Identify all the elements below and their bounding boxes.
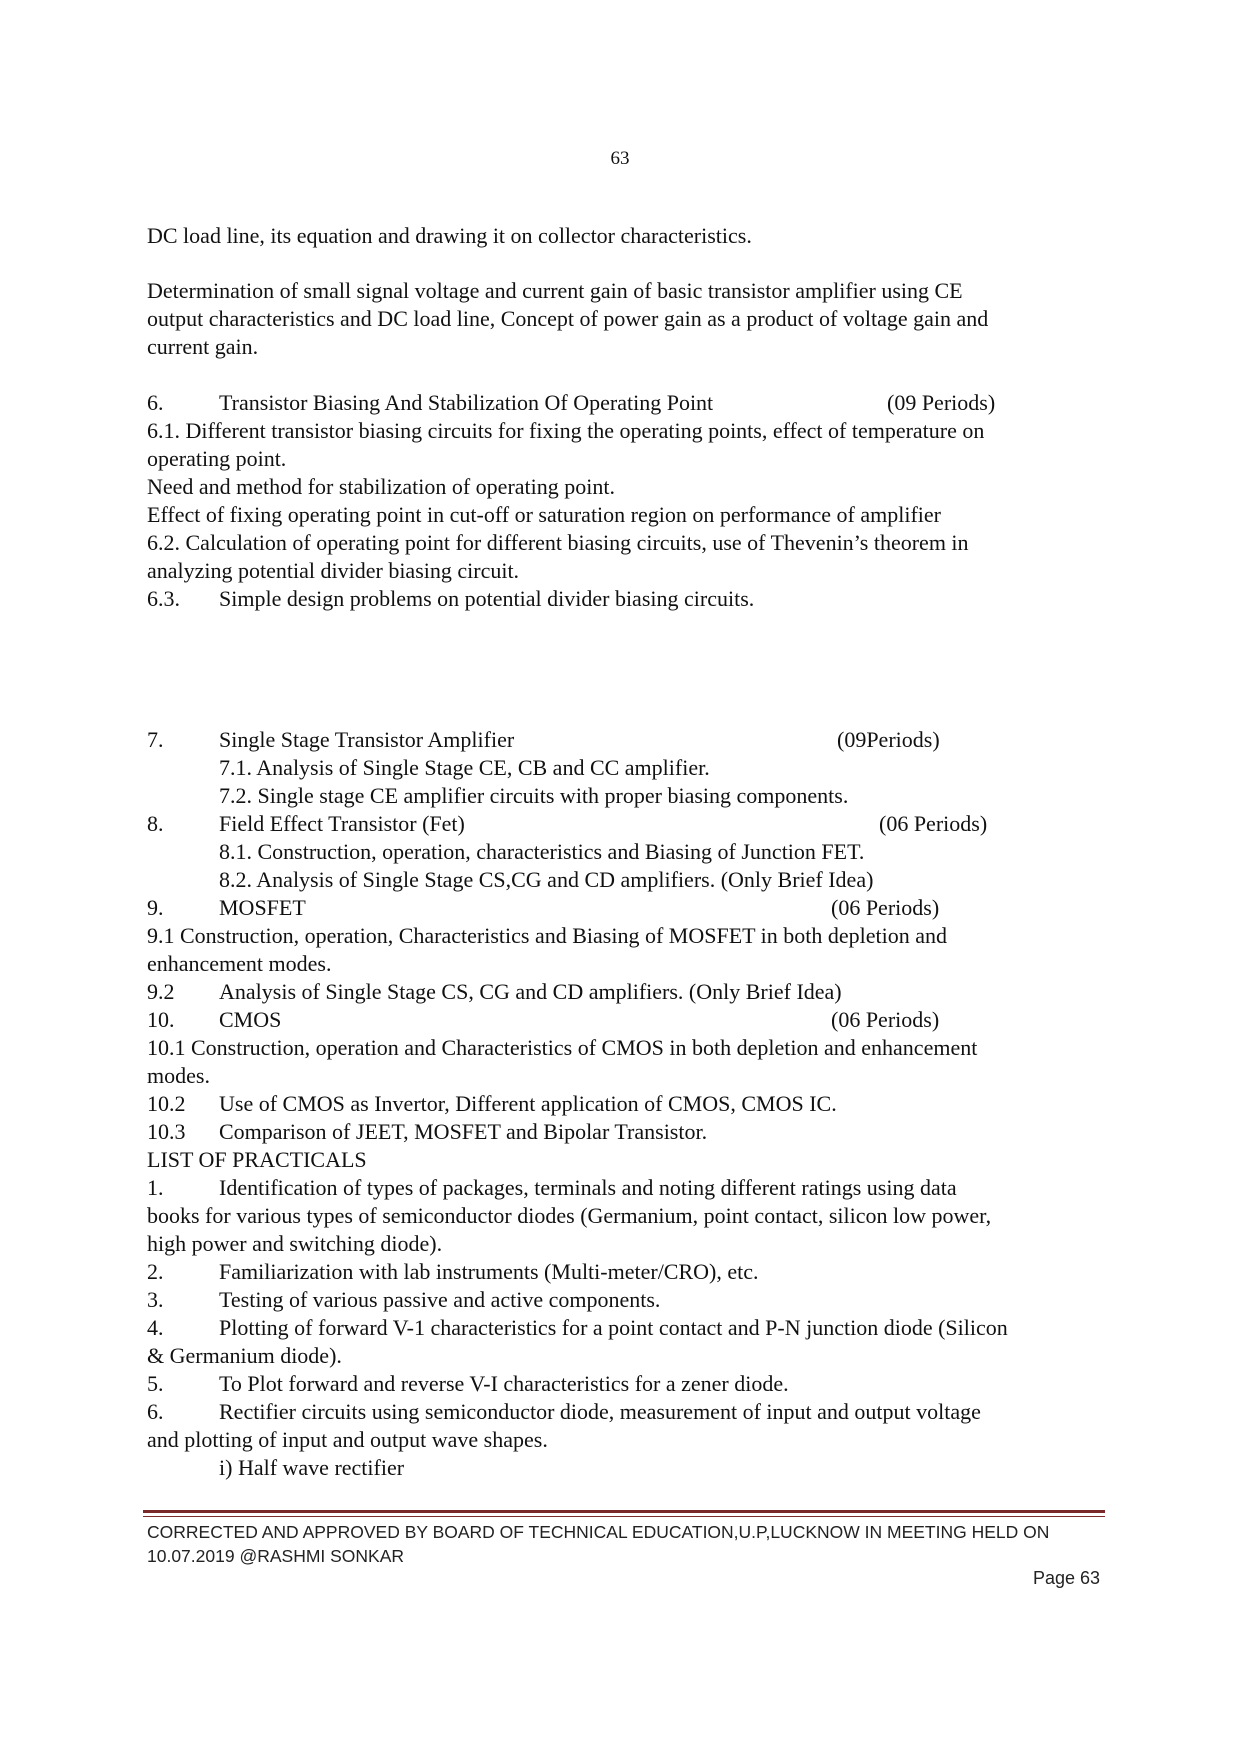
section-number: 10. xyxy=(147,1007,175,1032)
section-periods: (09 Periods) xyxy=(887,390,996,415)
section-8-heading xyxy=(147,810,1097,838)
section-6-line-6: analyzing potential divider biasing circuit. xyxy=(147,558,520,583)
intro-paragraph-1: DC load line, its equation and drawing it on collector characteristics. xyxy=(147,223,752,248)
section-title: Field Effect Transistor (Fet) xyxy=(219,811,465,836)
practical-text: Rectifier circuits using semiconductor diode, measurement of input and output voltage xyxy=(219,1399,981,1424)
section-10-item-1-line-1: 10.1 Construction, operation and Characteristics of CMOS in both depletion and enhancement xyxy=(147,1035,978,1060)
practical-text: To Plot forward and reverse V-I characteristics for a zener diode. xyxy=(219,1371,789,1396)
practical-number: 1. xyxy=(147,1175,164,1200)
section-9-item-1-line-1: 9.1 Construction, operation, Characteristics and Biasing of MOSFET in both depletion and xyxy=(147,923,948,948)
section-10-item-2 xyxy=(147,1090,1097,1118)
footer-rule-thick xyxy=(143,1510,1105,1513)
section-6-item-3 xyxy=(147,585,1097,613)
section-9-heading xyxy=(147,894,1097,922)
practical-text: Plotting of forward V-1 characteristics for a point contact and P-N junction diode (Silicon xyxy=(219,1315,1008,1340)
footer-line-1: CORRECTED AND APPROVED BY BOARD OF TECHNICAL EDUCATION,U.P,LUCKNOW IN MEETING HELD ON xyxy=(147,1522,1050,1542)
practical-4-line-1 xyxy=(147,1314,1097,1342)
section-number: 8. xyxy=(147,811,164,836)
intro-paragraph-2-line-1: Determination of small signal voltage and current gain of basic transistor amplifier using CE xyxy=(147,278,963,303)
section-7-item-2: 7.2. Single stage CE amplifier circuits with proper biasing components. xyxy=(219,783,849,808)
section-6-line-5: 6.2. Calculation of operating point for different biasing circuits, use of Thevenin’s theorem in xyxy=(147,530,969,555)
section-10-item-3 xyxy=(147,1118,1097,1146)
section-8-item-1: 8.1. Construction, operation, characteristics and Biasing of Junction FET. xyxy=(219,839,865,864)
item-text: Comparison of JEET, MOSFET and Bipolar Transistor. xyxy=(219,1119,708,1144)
section-6-heading xyxy=(147,389,1097,417)
section-10-heading xyxy=(147,1006,1097,1034)
section-periods: (06 Periods) xyxy=(831,1007,940,1032)
practical-number: 6. xyxy=(147,1399,164,1424)
section-number: 9. xyxy=(147,895,164,920)
practical-5 xyxy=(147,1370,1097,1398)
section-9-item-2 xyxy=(147,978,1097,1006)
section-8-item-2: 8.2. Analysis of Single Stage CS,CG and CD amplifiers. (Only Brief Idea) xyxy=(219,867,874,892)
section-number: 7. xyxy=(147,727,164,752)
section-title: Transistor Biasing And Stabilization Of Operating Point xyxy=(219,390,714,415)
section-6-line-2: operating point. xyxy=(147,446,287,471)
section-10-item-1-line-2: modes. xyxy=(147,1063,210,1088)
practical-4-line-2: & Germanium diode). xyxy=(147,1343,342,1368)
practical-text: Identification of types of packages, terminals and noting different ratings using data xyxy=(219,1175,957,1200)
practical-number: 3. xyxy=(147,1287,164,1312)
practical-6-line-1 xyxy=(147,1398,1097,1426)
item-number: 9.2 xyxy=(147,979,175,1004)
practical-2 xyxy=(147,1258,1097,1286)
item-number: 10.3 xyxy=(147,1119,186,1144)
item-text: Use of CMOS as Invertor, Different application of CMOS, CMOS IC. xyxy=(219,1091,837,1116)
item-number: 6.3. xyxy=(147,586,180,611)
practical-text: Familiarization with lab instruments (Multi-meter/CRO), etc. xyxy=(219,1259,759,1284)
section-7-heading xyxy=(147,726,1097,754)
footer-rule-thin xyxy=(143,1516,1105,1517)
section-title: CMOS xyxy=(219,1007,282,1032)
practical-6-sub-item: i) Half wave rectifier xyxy=(219,1455,405,1480)
practicals-heading: LIST OF PRACTICALS xyxy=(147,1147,367,1172)
practical-1-line-1 xyxy=(147,1174,1097,1202)
intro-paragraph-2-line-3: current gain. xyxy=(147,334,259,359)
footer-line-2: 10.07.2019 @RASHMI SONKAR xyxy=(147,1546,405,1566)
section-periods: (06 Periods) xyxy=(831,895,940,920)
footer-page-number: Page 63 xyxy=(1032,1568,1100,1588)
section-periods: (06 Periods) xyxy=(879,811,988,836)
item-text: Simple design problems on potential divider biasing circuits. xyxy=(219,586,755,611)
section-title: Single Stage Transistor Amplifier xyxy=(219,727,515,752)
section-number: 6. xyxy=(147,390,164,415)
section-9-item-1-line-2: enhancement modes. xyxy=(147,951,332,976)
practical-1-line-2: books for various types of semiconductor diodes (Germanium, point contact, silicon low power, xyxy=(147,1203,992,1228)
item-text: Analysis of Single Stage CS, CG and CD amplifiers. (Only Brief Idea) xyxy=(219,979,842,1004)
section-6-line-4: Effect of fixing operating point in cut-off or saturation region on performance of amplifier xyxy=(147,502,941,527)
practical-3 xyxy=(147,1286,1097,1314)
page-number-top: 63 xyxy=(610,148,630,169)
practical-number: 5. xyxy=(147,1371,164,1396)
section-6-line-1: 6.1. Different transistor biasing circuits for fixing the operating points, effect of temperature on xyxy=(147,418,985,443)
section-6-line-3: Need and method for stabilization of operating point. xyxy=(147,474,615,499)
practical-text: Testing of various passive and active components. xyxy=(219,1287,661,1312)
section-title: MOSFET xyxy=(219,895,306,920)
practical-6-line-2: and plotting of input and output wave shapes. xyxy=(147,1427,548,1452)
practical-number: 2. xyxy=(147,1259,164,1284)
practical-1-line-3: high power and switching diode). xyxy=(147,1231,443,1256)
practical-number: 4. xyxy=(147,1315,164,1340)
item-number: 10.2 xyxy=(147,1091,186,1116)
intro-paragraph-2-line-2: output characteristics and DC load line, Concept of power gain as a product of voltage gain and xyxy=(147,306,989,331)
section-7-item-1: 7.1. Analysis of Single Stage CE, CB and CC amplifier. xyxy=(219,755,710,780)
section-periods: (09Periods) xyxy=(837,727,940,752)
